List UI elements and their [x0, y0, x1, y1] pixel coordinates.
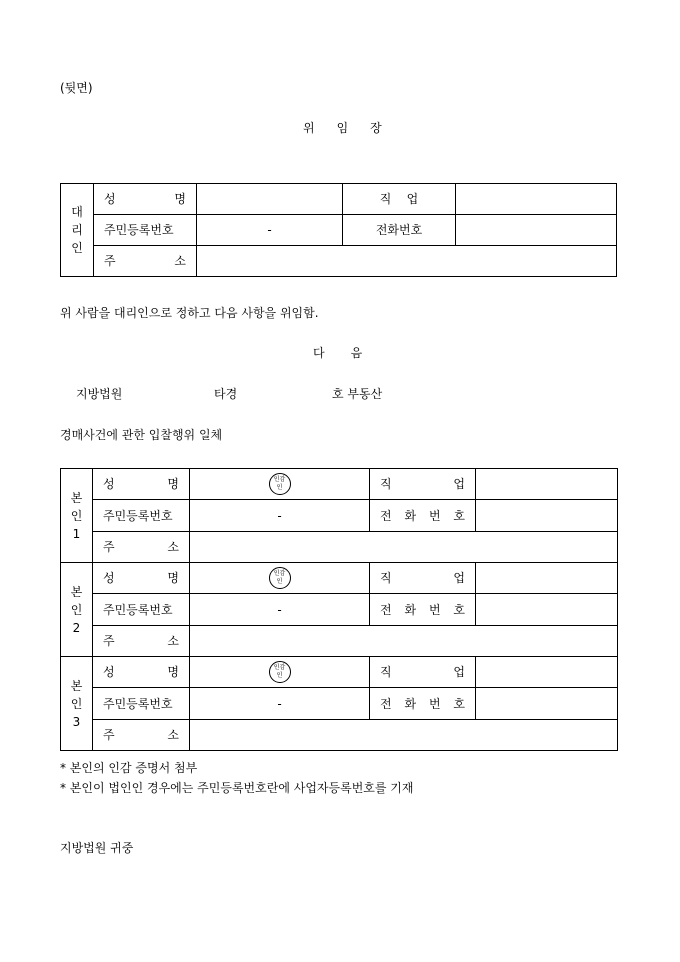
agent-name-field[interactable]	[197, 184, 343, 215]
principal-3-name-field[interactable]	[190, 657, 370, 688]
agent-job-label: 직 업	[343, 184, 456, 215]
principal-1-address-label: 주 소	[93, 532, 190, 563]
case-number-suffix: 호 부동산	[332, 387, 383, 401]
principal-3-address-label: 주 소	[93, 720, 190, 751]
principal-2-id-label: 주민등록번호	[93, 594, 190, 626]
back-side-label: (뒷면)	[60, 81, 93, 95]
case-number-prefix: 타경	[214, 387, 238, 401]
agent-name-label: 성 명	[94, 184, 197, 215]
note-seal-certificate: * 본인의 인감 증명서 첨부	[60, 761, 198, 775]
principal-1-seal-mark: 인감 인	[269, 473, 291, 495]
principal-3-address-field[interactable]	[190, 720, 618, 751]
agent-address-field[interactable]	[197, 246, 617, 277]
agent-id-field[interactable]: -	[197, 215, 343, 246]
principal-1-phone-label: 전 화 번 호	[370, 500, 476, 532]
principal-2-name-field[interactable]	[190, 563, 370, 594]
principal-1-job-label: 직 업	[370, 469, 476, 500]
agent-table	[60, 183, 617, 277]
principal-2-id-field[interactable]: -	[190, 594, 370, 626]
principal-2-seal-mark: 인감 인	[269, 567, 291, 589]
principal-3-id-label: 주민등록번호	[93, 688, 190, 720]
note-corporation: * 본인이 법인인 경우에는 주민등록번호란에 사업자등록번호를 기재	[60, 781, 414, 795]
principal-3-id-field[interactable]: -	[190, 688, 370, 720]
principal-2-name-label: 성 명	[93, 563, 190, 594]
principal-1-phone-field[interactable]	[476, 500, 618, 532]
principal-3-phone-label: 전 화 번 호	[370, 688, 476, 720]
principal-2-address-label: 주 소	[93, 626, 190, 657]
document-title: 위임장	[303, 121, 404, 135]
principal-2-phone-field[interactable]	[476, 594, 618, 626]
auction-scope-text: 경매사건에 관한 입찰행위 일체	[60, 428, 223, 442]
principal-2-job-field[interactable]	[476, 563, 618, 594]
principal-2-phone-label: 전 화 번 호	[370, 594, 476, 626]
principal-1-job-field[interactable]	[476, 469, 618, 500]
agent-id-label: 주민등록번호	[94, 215, 197, 246]
principal-2-job-label: 직 업	[370, 563, 476, 594]
delegation-text: 위 사람을 대리인으로 정하고 다음 사항을 위임함.	[60, 306, 319, 320]
agent-side-label: 대 리 인	[61, 184, 94, 277]
principals-table	[60, 468, 618, 751]
next-heading: 다음	[313, 346, 389, 360]
principal-1-id-label: 주민등록번호	[93, 500, 190, 532]
agent-job-field[interactable]	[456, 184, 617, 215]
principal-3-seal-mark: 인감 인	[269, 661, 291, 683]
principal-3-name-label: 성 명	[93, 657, 190, 688]
principal-1-side-label: 본 인 1	[61, 469, 93, 563]
principal-3-phone-field[interactable]	[476, 688, 618, 720]
principal-1-name-field[interactable]	[190, 469, 370, 500]
court-name: 지방법원	[76, 387, 123, 401]
agent-phone-label: 전화번호	[343, 215, 456, 246]
principal-1-id-field[interactable]: -	[190, 500, 370, 532]
principal-3-side-label: 본 인 3	[61, 657, 93, 751]
principal-2-address-field[interactable]	[190, 626, 618, 657]
principal-1-name-label: 성 명	[93, 469, 190, 500]
agent-phone-field[interactable]	[456, 215, 617, 246]
principal-3-job-label: 직 업	[370, 657, 476, 688]
principal-2-side-label: 본 인 2	[61, 563, 93, 657]
principal-1-address-field[interactable]	[190, 532, 618, 563]
addressee: 지방법원 귀중	[60, 841, 134, 855]
agent-address-label: 주 소	[94, 246, 197, 277]
principal-3-job-field[interactable]	[476, 657, 618, 688]
